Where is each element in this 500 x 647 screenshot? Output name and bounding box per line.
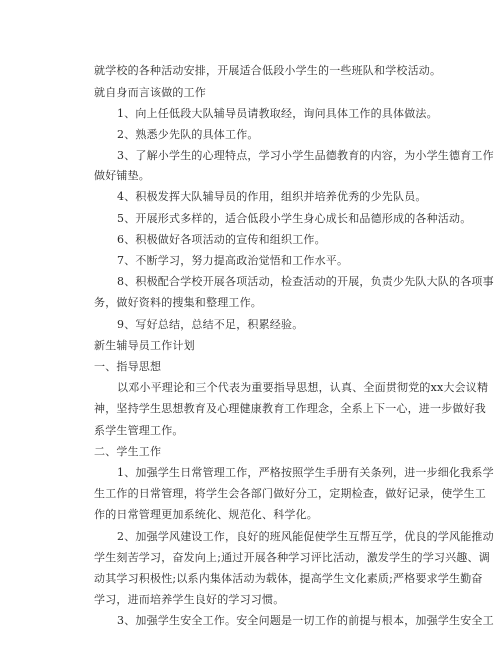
section-title: 新生辅导员工作计划: [94, 339, 195, 352]
section-heading: 二、学生工作: [94, 445, 162, 458]
paragraph-line: 学习，进而培养学生良好的学习习惯。: [94, 593, 285, 606]
paragraph-line: 神，坚持学生思想教育及心理健康教育工作理念，全系上下一心，进一步做好我: [94, 402, 486, 415]
list-item: 4、积极发挥大队辅导员的作用，组织并培养优秀的少先队员。: [117, 190, 427, 203]
list-item: 1、向上任低段大队辅导员请教取经，询问具体工作的具体做法。: [117, 107, 438, 120]
list-item: 2、加强学风建设工作，良好的班风能促使学生互帮互学，优良的学风能推动: [117, 530, 494, 543]
list-item: 7、不断学习，努力提高政治觉悟和工作水平。: [117, 254, 349, 267]
paragraph-line: 作的日常管理更加系统化、规范化、科学化。: [94, 508, 318, 521]
paragraph-line: 系学生管理工作。: [94, 424, 184, 437]
paragraph-line: 做好铺垫。: [94, 169, 150, 182]
list-item: 8、积极配合学校开展各项活动，检查活动的开展，负责少先队大队的各项事: [117, 275, 494, 288]
list-item: 3、加强学生安全工作。安全问题是一切工作的前提与根本，加强学生安全工: [117, 614, 494, 627]
paragraph-line: 就自身而言该做的工作: [94, 86, 206, 99]
list-item: 5、开展形式多样的，适合低段小学生身心成长和品德形成的各种活动。: [117, 212, 472, 225]
list-item: 3、了解小学生的心理特点，学习小学生品德教育的内容，为小学生德育工作: [117, 149, 494, 162]
list-item: 2、熟悉少先队的具体工作。: [117, 128, 259, 141]
section-heading: 一、指导思想: [94, 360, 162, 373]
paragraph-line: 以邓小平理论和三个代表为重要指导思想，认真、全面贯彻党的xx大会议精: [117, 381, 489, 394]
paragraph-line: 务，做好资料的搜集和整理工作。: [94, 296, 262, 309]
paragraph-line: 动其学习积极性;以系内集体活动为载体，提高学生文化素质;严格要求学生勤奋: [94, 572, 483, 585]
paragraph-line: 学生刻苦学习，奋发向上;通过开展各种学习评比活动，激发学生的学习兴趣、调: [94, 551, 490, 564]
list-item: 9、写好总结，总结不足，积累经验。: [117, 318, 304, 331]
list-item: 1、加强学生日常管理工作，严格按照学生手册有关条列，进一步细化我系学: [117, 466, 494, 479]
paragraph-line: 就学校的各种活动安排，开展适合低段小学生的一些班队和学校活动。: [94, 64, 442, 77]
list-item: 6、积极做好各项活动的宣传和组织工作。: [117, 233, 326, 246]
paragraph-line: 生工作的日常管理，将学生会各部门做好分工，定期检查，做好记录，使学生工: [94, 487, 486, 500]
